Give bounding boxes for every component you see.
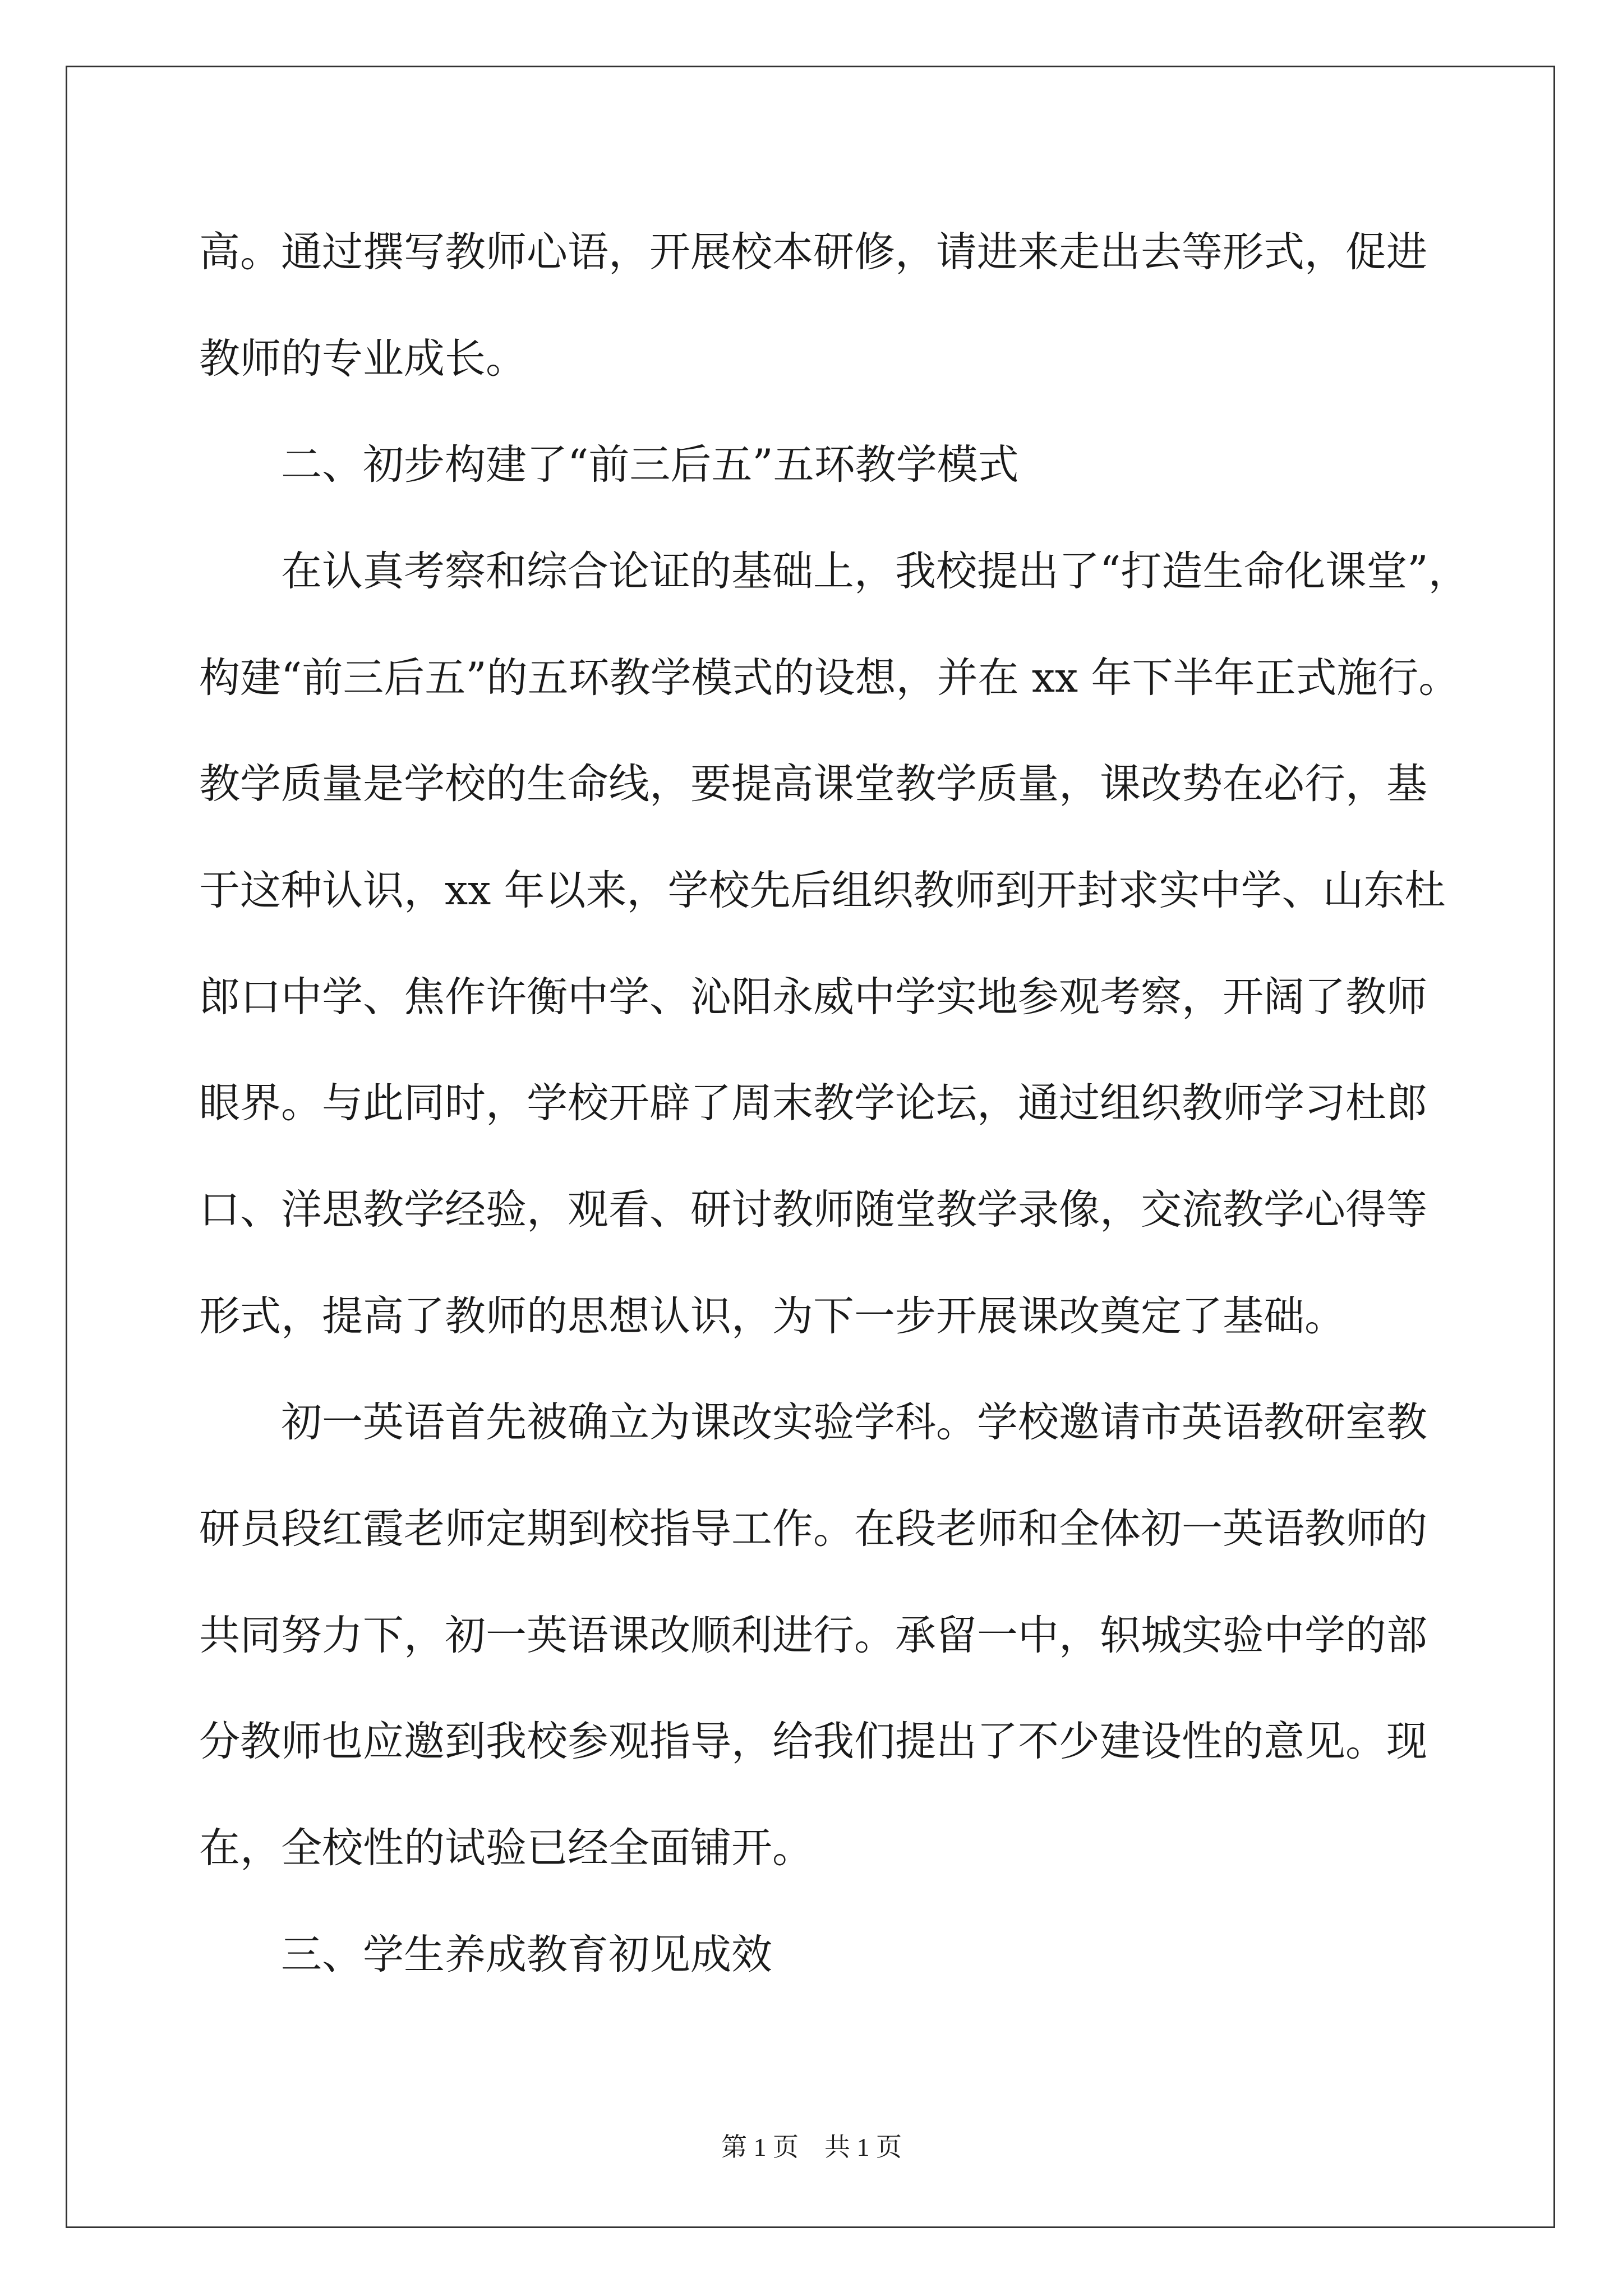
text-line-11: 形式，提高了教师的思想认识，为下一步开展课改奠定了基础。: [199, 1292, 1345, 1340]
text-line-10: 口、洋思教学经验，观看、研讨教师随堂教学录像，交流教学心得等: [199, 1186, 1427, 1234]
text-line-1: 高。通过撰写教师心语，开展校本研修，请进来走出去等形式，促进: [199, 228, 1427, 276]
text-line-16: 在，全校性的试验已经全面铺开。: [199, 1824, 813, 1872]
text-line-15: 分教师也应邀到我校参观指导，给我们提出了不少建设性的意见。现: [199, 1718, 1427, 1765]
text-line-2: 教师的专业成长。: [199, 335, 527, 383]
text-line-8: 郎口中学、焦作许衡中学、沁阳永威中学实地参观考察，开阔了教师: [199, 973, 1427, 1021]
section-heading-3: 三、学生养成教育初见成效: [199, 1931, 772, 1978]
text-line-4: 在认真考察和综合论证的基础上，我校提出了“打造生命化课堂”，: [199, 547, 1469, 595]
text-line-14: 共同努力下，初一英语课改顺利进行。承留一中，轵城实验中学的部: [199, 1612, 1427, 1659]
text-line-6: 教学质量是学校的生命线，要提高课堂教学质量，课改势在必行，基: [199, 760, 1427, 808]
text-line-12: 初一英语首先被确立为课改实验学科。学校邀请市英语教研室教: [199, 1398, 1427, 1446]
section-heading-2: 二、初步构建了“前三后五”五环教学模式: [199, 441, 1019, 489]
page-border: [66, 66, 1555, 2228]
text-line-9: 眼界。与此同时，学校开辟了周末教学论坛，通过组织教师学习杜郎: [199, 1079, 1427, 1127]
text-line-5: 构建“前三后五”的五环教学模式的设想，并在 xx 年下半年正式施行。: [199, 654, 1460, 702]
text-line-7: 于这种认识，xx 年以来，学校先后组织教师到开封求实中学、山东杜: [199, 867, 1446, 914]
page-footer: 第 1 页 共 1 页: [721, 2133, 902, 2161]
text-line-13: 研员段红霞老师定期到校指导工作。在段老师和全体初一英语教师的: [199, 1505, 1427, 1553]
